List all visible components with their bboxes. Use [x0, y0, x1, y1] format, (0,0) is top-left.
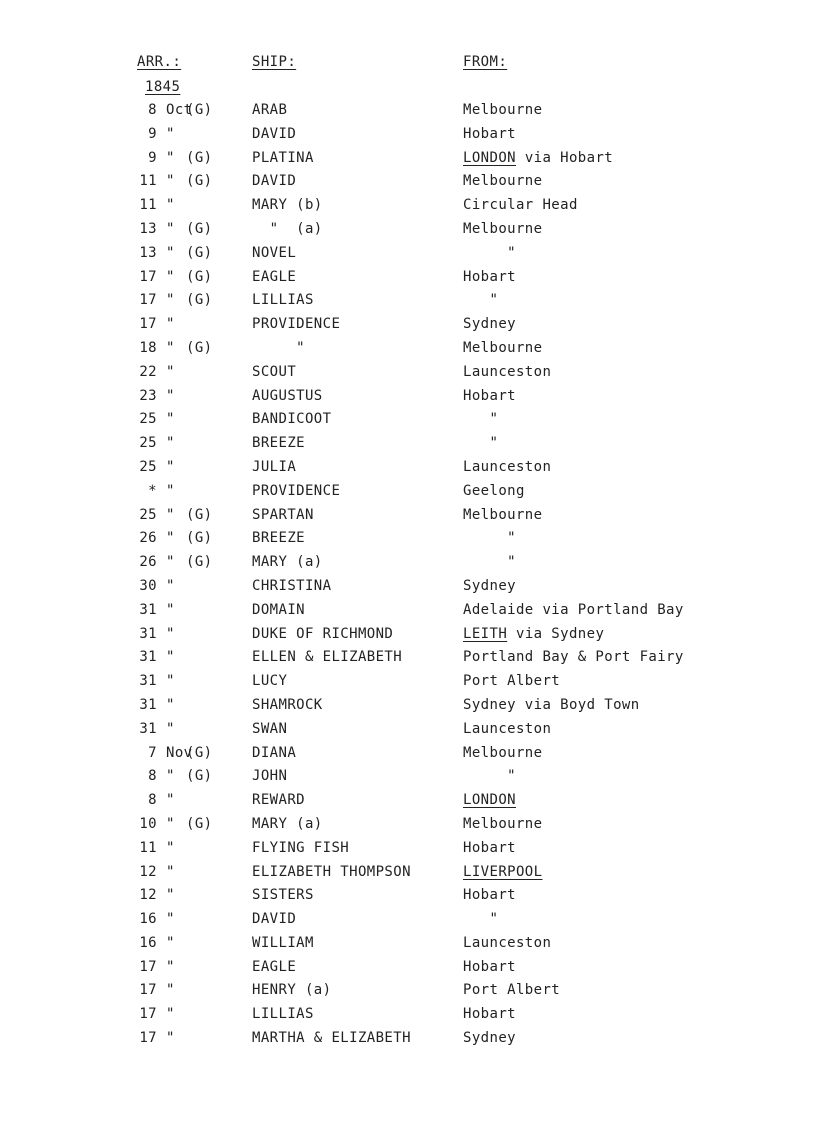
g-marker: (G) [186, 244, 213, 261]
g-marker: (G) [186, 149, 213, 166]
arrival-month: " [166, 673, 175, 690]
table-row [0, 458, 816, 482]
arrival-day: 31 [139, 625, 157, 642]
arrival-day: 11 [139, 839, 157, 856]
table-row [0, 387, 816, 411]
arrival-day: 30 [139, 577, 157, 594]
arrival-month: " [166, 577, 175, 594]
ship-name: DOMAIN [252, 601, 305, 618]
origin-port-underlined: LEITH [463, 625, 508, 642]
arrival-day: 12 [139, 863, 157, 880]
ship-name: HENRY (a) [252, 982, 332, 999]
origin-text: Hobart [463, 958, 516, 975]
ship-name: " [252, 339, 305, 356]
table-row [0, 1005, 816, 1029]
origin-text: Port Albert [463, 982, 561, 999]
ship-name: MARY (a) [252, 554, 323, 571]
origin [463, 1005, 516, 1023]
ship-name: SCOUT [252, 363, 297, 380]
arrival-month: " [166, 1006, 175, 1023]
table-row [0, 482, 816, 506]
origin [463, 529, 516, 547]
ship-name: EAGLE [252, 958, 297, 975]
origin [463, 696, 640, 714]
table-row [0, 625, 816, 649]
origin [463, 315, 516, 333]
origin [463, 886, 516, 904]
ship-name: AUGUSTUS [252, 387, 323, 404]
arrival-month: " [166, 863, 175, 880]
table-row [0, 815, 816, 839]
origin-text: Hobart [463, 839, 516, 856]
table-row [0, 172, 816, 196]
arrival-month: " [166, 316, 175, 333]
ship-name: EAGLE [252, 268, 297, 285]
origin [463, 553, 516, 571]
arrival-day: 31 [139, 696, 157, 713]
origin [463, 172, 542, 190]
arrival-day: 16 [139, 934, 157, 951]
arrival-day: 22 [139, 363, 157, 380]
table-row [0, 648, 816, 672]
ship-name: PROVIDENCE [252, 482, 341, 499]
g-marker: (G) [186, 268, 213, 285]
origin-text: Adelaide via Portland Bay [463, 601, 684, 618]
origin-text: Sydney [463, 577, 516, 594]
arrival-month: " [166, 530, 175, 547]
arrival-month: " [166, 934, 175, 951]
ship-name: REWARD [252, 792, 305, 809]
origin [463, 791, 516, 809]
origin-port-underlined: LIVERPOOL [463, 863, 543, 880]
arrival-day: 9 [148, 125, 157, 142]
arrival-month: " [166, 696, 175, 713]
ship-name: FLYING FISH [252, 839, 350, 856]
origin-text: Launceston [463, 720, 552, 737]
ship-name: NOVEL [252, 244, 297, 261]
arrival-month: " [166, 244, 175, 261]
arrival-day: 17 [139, 982, 157, 999]
arrival-month: " [166, 792, 175, 809]
arrival-day: 26 [139, 530, 157, 547]
origin-text: " [463, 411, 499, 428]
ship-name: LUCY [252, 673, 288, 690]
arrival-month: " [166, 411, 175, 428]
ship-name: MARY (a) [252, 815, 323, 832]
header-arrival: ARR.: [137, 54, 182, 70]
origin-text: Melbourne [463, 173, 543, 190]
arrival-month: " [166, 720, 175, 737]
table-row [0, 1029, 816, 1053]
origin [463, 244, 516, 262]
arrival-day: 8 [148, 102, 157, 118]
arrival-day: 7 [148, 744, 157, 761]
origin [463, 958, 516, 976]
ship-name: CHRISTINA [252, 577, 332, 594]
arrivals-list [0, 101, 816, 1053]
table-row [0, 244, 816, 268]
table-row [0, 910, 816, 934]
ship-name: LILLIAS [252, 1006, 314, 1023]
g-marker: (G) [186, 292, 213, 309]
arrival-day: 26 [139, 554, 157, 571]
origin [463, 839, 516, 857]
arrival-day: 31 [139, 601, 157, 618]
ship-name: SHAMROCK [252, 696, 323, 713]
origin-text: Launceston [463, 458, 552, 475]
ship-name: DAVID [252, 125, 297, 142]
table-row [0, 577, 816, 601]
ship-name: DUKE OF RICHMOND [252, 625, 394, 642]
ship-name: JOHN [252, 768, 288, 785]
origin [463, 387, 516, 405]
origin [463, 101, 542, 119]
origin-text: Melbourne [463, 815, 543, 832]
origin [463, 458, 551, 476]
arrival-day: 17 [139, 292, 157, 309]
table-row [0, 553, 816, 577]
table-row [0, 672, 816, 696]
origin-text: Hobart [463, 1006, 516, 1023]
arrival-month: " [166, 887, 175, 904]
origin [463, 744, 542, 762]
table-row [0, 839, 816, 863]
table-row [0, 863, 816, 887]
table-row [0, 767, 816, 791]
arrival-day: 11 [139, 197, 157, 214]
table-row [0, 196, 816, 220]
ship-name: DAVID [252, 173, 297, 190]
arrival-day: 17 [139, 958, 157, 975]
arrival-month: " [166, 982, 175, 999]
table-row [0, 291, 816, 315]
arrival-month: " [166, 911, 175, 928]
table-row [0, 934, 816, 958]
origin [463, 815, 542, 833]
origin [463, 672, 560, 690]
g-marker: (G) [186, 530, 213, 547]
arrival-day: * [148, 482, 157, 499]
origin [463, 910, 498, 928]
arrival-month: Nov [166, 744, 193, 761]
g-marker: (G) [186, 506, 213, 523]
origin [463, 506, 542, 524]
origin-text: Melbourne [463, 220, 543, 237]
year-label: 1845 [145, 79, 181, 95]
origin-text: Melbourne [463, 744, 543, 761]
table-row [0, 696, 816, 720]
table-row [0, 791, 816, 815]
origin-text: Hobart [463, 125, 516, 142]
origin-text: " [463, 435, 499, 452]
ship-name: BREEZE [252, 435, 305, 452]
ship-name: BANDICOOT [252, 411, 332, 428]
ship-name: MARY (b) [252, 197, 323, 214]
arrival-month: " [166, 839, 175, 856]
table-row [0, 339, 816, 363]
g-marker: (G) [186, 768, 213, 785]
arrival-month: " [166, 339, 175, 356]
origin-text: " [463, 554, 516, 571]
g-marker: (G) [186, 220, 213, 237]
arrival-day: 18 [139, 339, 157, 356]
arrival-month: " [166, 220, 175, 237]
arrival-month: " [166, 625, 175, 642]
origin-text: Melbourne [463, 339, 543, 356]
origin [463, 220, 542, 238]
arrival-month: " [166, 268, 175, 285]
ship-name: PLATINA [252, 149, 314, 166]
arrival-month: " [166, 768, 175, 785]
arrival-month: " [166, 815, 175, 832]
origin-text: via Sydney [507, 625, 605, 642]
arrival-month: " [166, 149, 175, 166]
ship-name: LILLIAS [252, 292, 314, 309]
arrival-month: " [166, 363, 175, 380]
origin [463, 410, 498, 428]
arrival-month: " [166, 601, 175, 618]
table-row [0, 125, 816, 149]
table-row [0, 268, 816, 292]
ship-name: DAVID [252, 911, 297, 928]
origin-text: Hobart [463, 887, 516, 904]
ship-name: SISTERS [252, 887, 314, 904]
origin-text: Port Albert [463, 673, 561, 690]
arrival-month: " [166, 173, 175, 190]
ship-name: DIANA [252, 744, 297, 761]
table-row [0, 886, 816, 910]
origin [463, 863, 542, 881]
origin-text: via Hobart [515, 149, 614, 166]
origin [463, 577, 516, 595]
ship-name: SWAN [252, 720, 288, 737]
arrival-day: 10 [139, 815, 157, 832]
arrival-day: 17 [139, 1006, 157, 1023]
origin [463, 482, 525, 500]
ship-name: WILLIAM [252, 934, 314, 951]
arrival-month: " [166, 125, 175, 142]
origin [463, 149, 613, 167]
origin [463, 767, 516, 785]
arrival-day: 11 [139, 173, 157, 190]
arrival-month: " [166, 482, 175, 499]
table-row [0, 220, 816, 244]
arrival-month: " [166, 506, 175, 523]
origin [463, 268, 516, 286]
arrival-month: " [166, 387, 175, 404]
arrival-day: 25 [139, 411, 157, 428]
ship-name: MARTHA & ELIZABETH [252, 1030, 411, 1047]
origin-port-underlined: LONDON [463, 149, 516, 166]
arrival-month: " [166, 458, 175, 475]
arrival-day: 31 [139, 673, 157, 690]
arrival-month: " [166, 292, 175, 309]
arrival-day: 17 [139, 1030, 157, 1047]
arrival-day: 17 [139, 316, 157, 333]
origin [463, 720, 551, 738]
table-row [0, 981, 816, 1005]
origin-text: Hobart [463, 387, 516, 404]
origin-text: " [463, 768, 516, 785]
origin-text: Geelong [463, 482, 525, 499]
table-row [0, 410, 816, 434]
origin [463, 291, 498, 309]
origin [463, 434, 498, 452]
origin [463, 601, 684, 619]
arrival-day: 25 [139, 458, 157, 475]
table-row [0, 363, 816, 387]
table-row [0, 149, 816, 173]
header-from: FROM: [463, 54, 508, 70]
arrival-day: 16 [139, 911, 157, 928]
origin [463, 1029, 516, 1047]
arrival-day: 12 [139, 887, 157, 904]
origin-text: " [463, 292, 499, 309]
arrival-month: " [166, 435, 175, 452]
arrival-month: Oct [166, 102, 193, 118]
ship-name: ELLEN & ELIZABETH [252, 649, 403, 666]
g-marker: (G) [186, 815, 213, 832]
origin-text: Melbourne [463, 506, 543, 523]
origin [463, 934, 551, 952]
origin [463, 625, 604, 643]
arrival-day: 8 [148, 792, 157, 809]
table-row [0, 744, 816, 768]
origin-text: " [463, 911, 499, 928]
ship-name: PROVIDENCE [252, 316, 341, 333]
origin-text: Hobart [463, 268, 516, 285]
table-row [0, 601, 816, 625]
arrival-month: " [166, 197, 175, 214]
origin-text: Circular Head [463, 197, 578, 214]
origin-port-underlined: LONDON [463, 792, 516, 809]
g-marker: (G) [186, 744, 213, 761]
origin [463, 339, 542, 357]
origin-text: Launceston [463, 934, 552, 951]
ship-name: ELIZABETH THOMPSON [252, 863, 411, 880]
g-marker: (G) [186, 554, 213, 571]
table-row [0, 958, 816, 982]
origin-text: Melbourne [463, 102, 543, 118]
table-row [0, 101, 816, 125]
origin [463, 981, 560, 999]
origin-text: Sydney [463, 316, 516, 333]
header-ship: SHIP: [252, 54, 297, 70]
table-row [0, 720, 816, 744]
table-row [0, 529, 816, 553]
arrival-month: " [166, 958, 175, 975]
origin [463, 196, 578, 214]
arrival-day: 9 [148, 149, 157, 166]
table-row [0, 315, 816, 339]
ship-name: JULIA [252, 458, 297, 475]
arrival-day: 31 [139, 720, 157, 737]
origin-text: Portland Bay & Port Fairy [463, 649, 684, 666]
g-marker: (G) [186, 339, 213, 356]
arrival-month: " [166, 554, 175, 571]
origin-text: Sydney via Boyd Town [463, 696, 640, 713]
arrival-day: 25 [139, 435, 157, 452]
origin-text: " [463, 244, 516, 261]
arrival-day: 13 [139, 220, 157, 237]
origin [463, 125, 516, 143]
ship-name: BREEZE [252, 530, 305, 547]
ship-name: SPARTAN [252, 506, 314, 523]
arrival-day: 25 [139, 506, 157, 523]
origin-text: Sydney [463, 1030, 516, 1047]
arrival-day: 17 [139, 268, 157, 285]
origin-text: Launceston [463, 363, 552, 380]
column-headers [0, 54, 816, 76]
g-marker: (G) [186, 173, 213, 190]
arrival-day: 8 [148, 768, 157, 785]
origin [463, 648, 684, 666]
g-marker: (G) [186, 102, 213, 118]
arrival-day: 31 [139, 649, 157, 666]
origin-text: " [463, 530, 516, 547]
ship-name: ARAB [252, 102, 288, 118]
origin [463, 363, 551, 381]
table-row [0, 506, 816, 530]
ship-name: " (a) [252, 220, 323, 237]
arrival-month: " [166, 649, 175, 666]
arrival-day: 23 [139, 387, 157, 404]
arrival-month: " [166, 1030, 175, 1047]
arrival-day: 13 [139, 244, 157, 261]
table-row [0, 434, 816, 458]
